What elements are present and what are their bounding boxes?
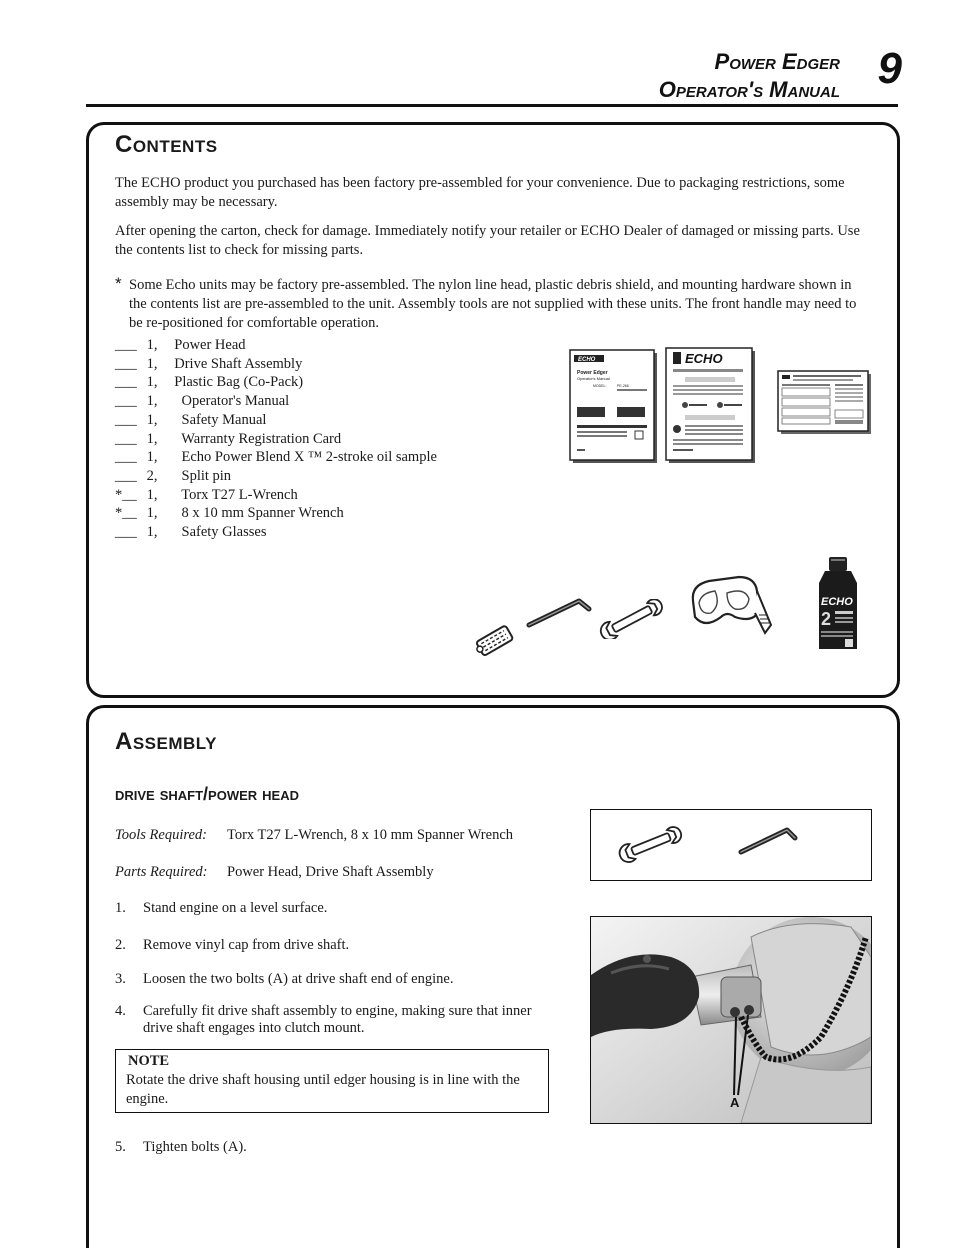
- list-item: ___ 1, Plastic Bag (Co-Pack): [115, 374, 304, 391]
- page-number: 9: [877, 44, 902, 93]
- list-item: ___ 1, Warranty Registration Card: [115, 430, 342, 447]
- parts-required: [115, 864, 434, 881]
- list-item: *__ 1, 8 x 10 mm Spanner Wrench: [115, 505, 344, 522]
- contents-note-text: Some Echo units may be factory pre-assembled. The nylon line head, plastic debris shield, and mounting hardware shown in the contents list are pre-assembled to the unit. Assembly tools are not supplied with these units. The front handle may need to be re-positioned for comfortable operation.: [129, 277, 857, 331]
- tools-required-label: Tools Required:: [115, 827, 207, 843]
- checkbox-blank: ___: [115, 430, 137, 447]
- spanner-wrench-icon: [617, 824, 684, 865]
- drive-shaft-subtitle: drive shaft/power head: [115, 784, 300, 804]
- asterisk-marker: *: [115, 274, 122, 293]
- list-item: *__ 1, Torx T27 L-Wrench: [115, 486, 298, 503]
- assembly-step: 5. Tighten bolts (A).: [115, 1139, 247, 1155]
- assembly-step: 1. Stand engine on a level surface.: [115, 900, 328, 916]
- operators-manual-image: [569, 349, 659, 464]
- list-item: ___ 1, Echo Power Blend X ™ 2-stroke oil sample: [115, 449, 437, 466]
- oil-bottle-image: [811, 555, 867, 653]
- assembly-title: Assembly: [115, 728, 217, 755]
- checkbox-blank: *__: [115, 505, 137, 522]
- warranty-card-image: [777, 370, 873, 436]
- checkbox-blank: ___: [115, 411, 137, 428]
- safety-manual-image: [665, 347, 757, 465]
- safety-glasses-icon: [687, 571, 777, 641]
- parts-required-value: Power Head, Drive Shaft Assembly: [227, 864, 434, 880]
- svg-text:MODEL:: MODEL:: [593, 384, 607, 388]
- list-item: ___ 1, Safety Glasses: [115, 524, 267, 541]
- checkbox-blank: ___: [115, 449, 137, 466]
- checkbox-blank: ___: [115, 374, 137, 391]
- manual-title-line1: Power Edger: [714, 49, 840, 74]
- note-heading: NOTE: [128, 1053, 170, 1069]
- split-pin-icon: [472, 620, 520, 662]
- drive-shaft-photo: [590, 916, 872, 1124]
- svg-text:Power Edger: Power Edger: [577, 370, 608, 376]
- list-item: ___ 1, Power Head: [115, 337, 246, 353]
- note-text: Rotate the drive shaft housing until edger housing is in line with the engine.: [126, 1072, 520, 1107]
- assembly-step: 2. Remove vinyl cap from drive shaft.: [115, 937, 350, 953]
- header-divider: [86, 104, 898, 107]
- tools-required: [115, 827, 513, 844]
- list-item: ___ 1, Safety Manual: [115, 411, 267, 428]
- engine-photo-illustration: [591, 917, 871, 1123]
- tools-required-value: Torx T27 L-Wrench, 8 x 10 mm Spanner Wrench: [227, 827, 513, 843]
- list-item: ___ 1, Drive Shaft Assembly: [115, 355, 303, 372]
- contents-note: [115, 276, 869, 333]
- parts-required-label: Parts Required:: [115, 864, 208, 880]
- callout-a-label: A: [730, 1095, 740, 1110]
- checkbox-blank: ___: [115, 355, 137, 372]
- manual-title-line2: Operator's Manual: [658, 77, 840, 102]
- manual-title: [659, 48, 840, 104]
- assembly-step: 4. Carefully fit drive shaft assembly to engine, making sure that inner drive shaft engages into clutch mount.: [115, 1003, 532, 1036]
- checkbox-blank: ___: [115, 467, 137, 484]
- contents-paragraph-2: After opening the carton, check for damage. Immediately notify your retailer or ECHO Dealer of damaged or missing parts. Use the contents list to check for missing parts.: [115, 223, 860, 258]
- svg-text:ECHO: ECHO: [821, 596, 853, 608]
- svg-text:ECHO: ECHO: [578, 357, 596, 363]
- list-item: ___ 2, Split pin: [115, 467, 232, 484]
- list-item: ___ 1, Operator's Manual: [115, 393, 290, 410]
- checkbox-blank: *__: [115, 486, 137, 503]
- svg-text:2: 2: [821, 609, 832, 629]
- spanner-wrench-icon: [597, 599, 667, 639]
- tools-figure: [590, 809, 872, 881]
- parts-list: [115, 336, 437, 542]
- checkbox-blank: ___: [115, 524, 137, 541]
- contents-paragraph-1: The ECHO product you purchased has been factory pre-assembled for your convenience. Due to packaging restrictions, some assembly may be necessary.: [115, 175, 845, 210]
- note-box: [115, 1049, 549, 1113]
- contents-panel: [86, 122, 900, 698]
- checkbox-blank: ___: [115, 337, 137, 353]
- assembly-step: 3. Loosen the two bolts (A) at drive shaft end of engine.: [115, 971, 454, 987]
- svg-text:Operator's Manual: Operator's Manual: [577, 376, 610, 381]
- contents-title: Contents: [115, 131, 218, 158]
- assembly-panel: [86, 705, 900, 1248]
- svg-text:ECHO: ECHO: [685, 351, 723, 366]
- svg-text:PE-266: PE-266: [617, 384, 629, 388]
- torx-l-wrench-icon: [525, 595, 595, 635]
- torx-l-wrench-icon: [741, 830, 795, 852]
- tools-illustration: [591, 810, 871, 880]
- checkbox-blank: ___: [115, 393, 137, 410]
